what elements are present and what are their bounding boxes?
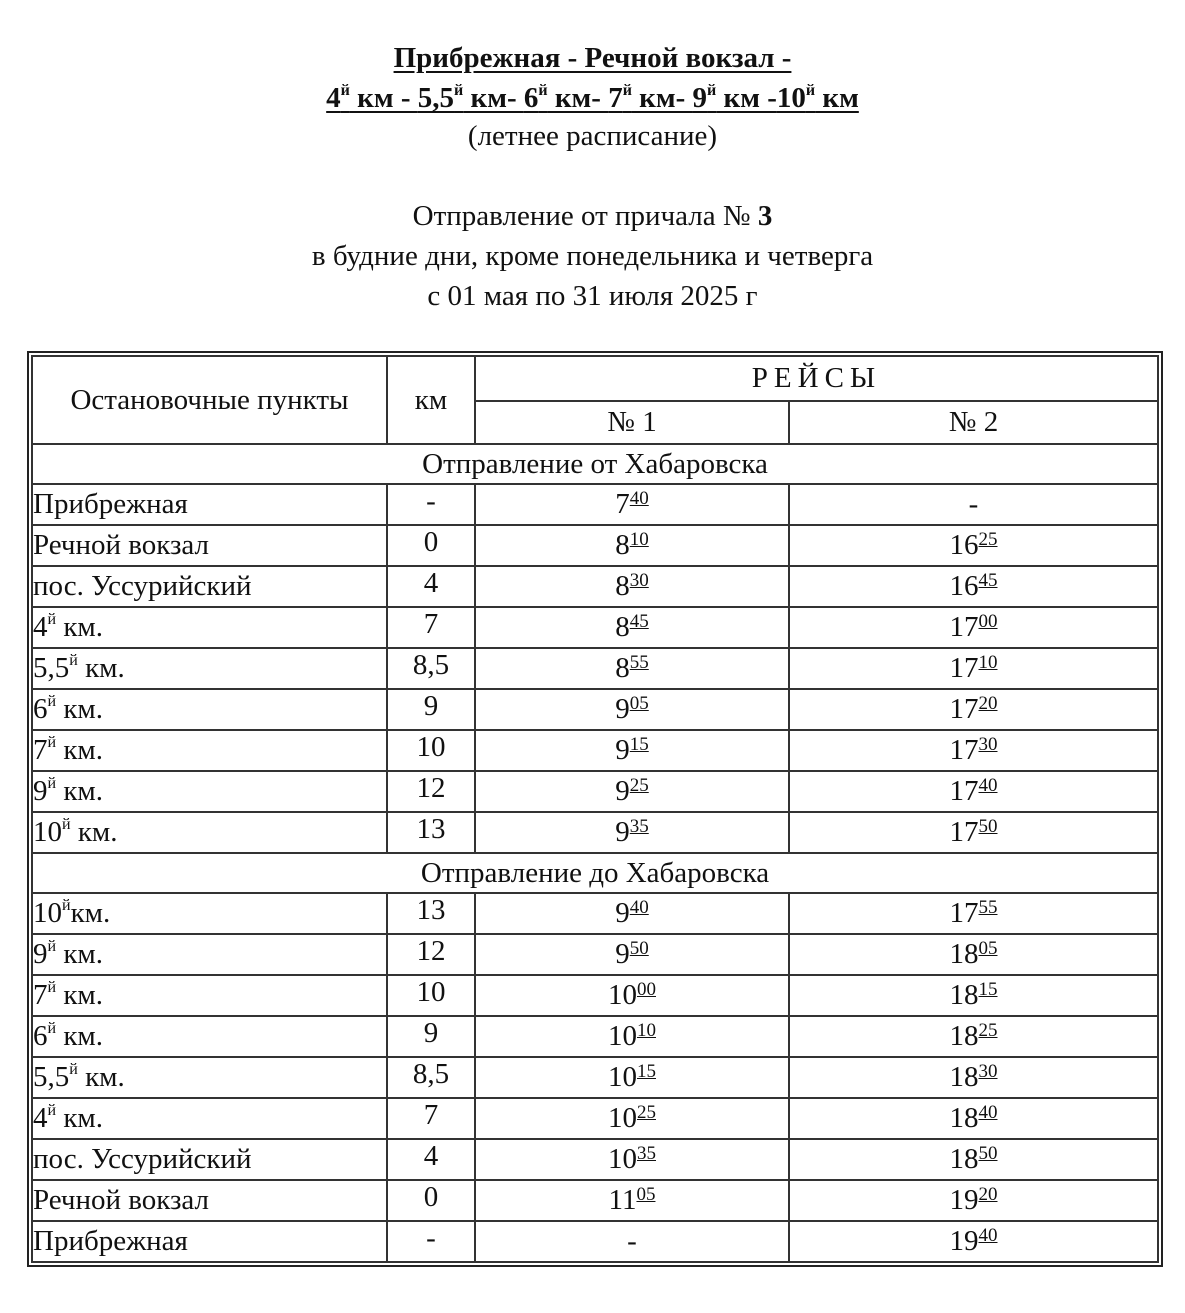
ordinal-suffix: й	[62, 897, 71, 914]
ordinal-suffix: й	[805, 82, 816, 99]
time-hours: 17	[949, 775, 979, 807]
time-minutes: 05	[629, 693, 649, 714]
table-row	[32, 975, 1158, 1016]
time-minutes: 35	[629, 816, 649, 837]
departure-pier: Отправление от причала № 3	[412, 200, 773, 232]
time-minutes: 45	[629, 611, 649, 632]
ordinal-suffix: й	[69, 652, 78, 669]
time-minutes: 15	[978, 979, 998, 1000]
column-header-km: км	[387, 356, 475, 444]
ordinal-suffix: й	[47, 775, 57, 792]
time-minutes: 10	[637, 1020, 656, 1041]
departure-time	[475, 812, 789, 853]
pier-number: 3	[757, 200, 773, 232]
departure-time	[475, 689, 789, 730]
stop-km: -	[387, 484, 475, 525]
season-label: (летнее расписание)	[467, 120, 718, 152]
table-row	[32, 934, 1158, 975]
stop-name: $6^й$ км.	[32, 1016, 387, 1057]
ordinal-suffix: й	[47, 1102, 57, 1119]
time-hours: 17	[949, 734, 979, 766]
stop-km: 4	[387, 566, 475, 607]
time-hours: 8	[615, 529, 630, 561]
time-minutes: 30	[629, 570, 649, 591]
departure-time	[789, 1016, 1158, 1057]
ordinal-suffix: й	[62, 816, 71, 833]
departure-time	[475, 566, 789, 607]
time-minutes: 45	[978, 570, 998, 591]
stop-km: 9	[387, 1016, 475, 1057]
time-hours: 9	[615, 693, 630, 725]
stop-km: 13	[387, 812, 475, 853]
schedule-table	[31, 355, 1159, 1263]
route-title-line2: $4^й$ км - $5,5^й$ км- $6^й$ км- $7^й$ км- $9^й$ км $-10^й$ км	[326, 82, 859, 114]
table-row	[32, 525, 1158, 566]
stop-name: $10^йкм$.	[32, 893, 387, 934]
time-hours: 18	[949, 979, 979, 1011]
column-header-stops: Остановочные пункты	[32, 356, 387, 444]
stop-km: 12	[387, 934, 475, 975]
time-minutes: 25	[978, 529, 998, 550]
route-title-line1: Прибрежная - Речной вокзал -	[393, 42, 792, 74]
time-minutes: 40	[978, 775, 998, 796]
table-row	[32, 893, 1158, 934]
departure-time	[789, 525, 1158, 566]
departure-time	[789, 1057, 1158, 1098]
schedule-body	[32, 444, 1158, 1262]
time-minutes: 25	[637, 1102, 656, 1123]
time-hours: 8	[615, 570, 630, 602]
departure-time	[475, 1057, 789, 1098]
time-hours: 9	[615, 938, 630, 970]
time-minutes: 15	[629, 734, 649, 755]
time-hours: 18	[949, 1143, 979, 1175]
stop-km: 8,5	[387, 648, 475, 689]
stop-name: $10^й$ км.	[32, 812, 387, 853]
departure-time	[475, 934, 789, 975]
time-minutes: 40	[978, 1225, 998, 1246]
departure-time	[475, 484, 789, 525]
departure-time	[789, 1139, 1158, 1180]
departure-time	[475, 525, 789, 566]
departure-time: -	[789, 484, 1158, 525]
table-row	[32, 812, 1158, 853]
time-minutes: 55	[978, 897, 998, 918]
time-minutes: 50	[978, 816, 998, 837]
departure-time	[475, 893, 789, 934]
stop-name: $5,5^й$ км.	[32, 1057, 387, 1098]
time-minutes: 40	[629, 897, 649, 918]
stop-name: $9^й$ км.	[32, 934, 387, 975]
time-minutes: 50	[629, 938, 649, 959]
stop-km: 4	[387, 1139, 475, 1180]
ordinal-suffix: й	[47, 734, 57, 751]
stop-km: 9	[387, 689, 475, 730]
time-hours: 9	[615, 897, 630, 929]
departure-time	[789, 607, 1158, 648]
ordinal-suffix: й	[47, 979, 57, 996]
table-row	[32, 484, 1158, 525]
departure-time	[475, 1016, 789, 1057]
time-hours: 16	[949, 570, 979, 602]
time-hours: 19	[949, 1184, 979, 1216]
departure-time: -	[475, 1221, 789, 1262]
time-minutes: 00	[978, 611, 998, 632]
departure-time	[789, 566, 1158, 607]
time-hours: 9	[615, 734, 630, 766]
stop-name: Речной вокзал	[32, 1180, 387, 1221]
time-hours: 17	[949, 816, 979, 848]
time-minutes: 10	[629, 529, 649, 550]
section-title: Отправление до Хабаровска	[32, 853, 1158, 893]
stop-name: $5,5^й$ км.	[32, 648, 387, 689]
time-hours: 10	[608, 1102, 637, 1134]
ordinal-suffix: й	[47, 1020, 57, 1037]
time-hours: 17	[949, 693, 979, 725]
time-minutes: 20	[978, 693, 998, 714]
time-hours: 10	[608, 1061, 637, 1093]
stop-km: 7	[387, 1098, 475, 1139]
departure-time	[789, 1098, 1158, 1139]
table-row	[32, 648, 1158, 689]
ordinal-suffix: й	[47, 611, 57, 628]
departure-time	[789, 812, 1158, 853]
ordinal-suffix: й	[622, 82, 632, 99]
departure-time	[475, 1139, 789, 1180]
time-hours: 18	[949, 1061, 979, 1093]
stop-name: пос. Уссурийский	[32, 566, 387, 607]
table-row	[32, 607, 1158, 648]
time-hours: 9	[615, 775, 630, 807]
time-minutes: 25	[629, 775, 649, 796]
ordinal-suffix: й	[454, 82, 464, 99]
section-title: Отправление от Хабаровска	[32, 444, 1158, 484]
stop-name: $4^й$ км.	[32, 607, 387, 648]
table-row	[32, 1057, 1158, 1098]
time-hours: 18	[949, 1102, 979, 1134]
time-hours: 18	[949, 938, 979, 970]
departure-time	[475, 771, 789, 812]
time-minutes: 35	[637, 1143, 656, 1164]
stop-km: 13	[387, 893, 475, 934]
time-hours: 7	[615, 488, 630, 520]
ordinal-suffix: й	[707, 82, 717, 99]
stop-km: 10	[387, 730, 475, 771]
time-hours: 17	[949, 611, 979, 643]
time-hours: 19	[949, 1225, 979, 1257]
stop-name: пос. Уссурийский	[32, 1139, 387, 1180]
stop-name: $7^й$ км.	[32, 730, 387, 771]
table-row	[32, 1139, 1158, 1180]
column-header-trip-2: № 2	[789, 401, 1158, 445]
schedule-period: с 01 мая по 31 июля 2025 г	[427, 280, 758, 312]
time-hours: 18	[949, 1020, 979, 1052]
stop-km: 7	[387, 607, 475, 648]
column-header-trips: РЕЙСЫ	[475, 356, 1158, 401]
table-row	[32, 1180, 1158, 1221]
stop-km: -	[387, 1221, 475, 1262]
stop-name: $4^й$ км.	[32, 1098, 387, 1139]
time-hours: 10	[608, 979, 637, 1011]
stop-km: 12	[387, 771, 475, 812]
table-row	[32, 771, 1158, 812]
departure-time	[475, 1180, 789, 1221]
time-hours: 8	[615, 652, 630, 684]
table-row	[32, 1221, 1158, 1262]
time-minutes: 50	[978, 1143, 998, 1164]
time-hours: 17	[949, 652, 979, 684]
time-hours: 17	[949, 897, 979, 929]
ordinal-suffix: й	[538, 82, 548, 99]
departure-time	[475, 648, 789, 689]
departure-time	[789, 648, 1158, 689]
departure-time	[789, 771, 1158, 812]
departure-time	[789, 934, 1158, 975]
time-minutes: 55	[629, 652, 649, 673]
ordinal-suffix: й	[47, 938, 57, 955]
departure-time	[475, 975, 789, 1016]
table-row	[32, 566, 1158, 607]
time-hours: 11	[608, 1184, 637, 1216]
time-minutes: 25	[978, 1020, 998, 1041]
time-hours: 16	[949, 529, 979, 561]
time-hours: 10	[608, 1020, 637, 1052]
time-minutes: 30	[978, 1061, 998, 1082]
stop-name: Прибрежная	[32, 484, 387, 525]
time-minutes: 05	[636, 1184, 656, 1205]
time-hours: 10	[608, 1143, 637, 1175]
table-row	[32, 689, 1158, 730]
time-minutes: 20	[978, 1184, 998, 1205]
ordinal-suffix: й	[69, 1061, 78, 1078]
time-minutes: 10	[978, 652, 998, 673]
time-minutes: 05	[978, 938, 998, 959]
table-row	[32, 1016, 1158, 1057]
departure-time	[789, 975, 1158, 1016]
departure-time	[789, 730, 1158, 771]
ordinal-suffix: й	[47, 693, 57, 710]
departure-time	[789, 1221, 1158, 1262]
table-row	[32, 1098, 1158, 1139]
stop-name: Прибрежная	[32, 1221, 387, 1262]
departure-time	[789, 689, 1158, 730]
time-minutes: 40	[978, 1102, 998, 1123]
stop-name: Речной вокзал	[32, 525, 387, 566]
time-minutes: 15	[637, 1061, 656, 1082]
departure-time	[789, 1180, 1158, 1221]
ordinal-suffix: й	[340, 82, 350, 99]
time-minutes: 30	[978, 734, 998, 755]
stop-km: 0	[387, 1180, 475, 1221]
section-row	[32, 853, 1158, 893]
column-header-trip-1: № 1	[475, 401, 789, 445]
time-hours: 8	[615, 611, 630, 643]
stop-name: $6^й$ км.	[32, 689, 387, 730]
stop-km: 0	[387, 525, 475, 566]
stop-name: $9^й$ км.	[32, 771, 387, 812]
time-minutes: 40	[629, 488, 649, 509]
departure-time	[475, 1098, 789, 1139]
section-row	[32, 444, 1158, 484]
operating-days: в будние дни, кроме понедельника и четверга	[311, 240, 874, 272]
stop-name: $7^й$ км.	[32, 975, 387, 1016]
table-row	[32, 730, 1158, 771]
departure-time	[475, 730, 789, 771]
time-hours: 9	[615, 816, 630, 848]
departure-time	[789, 893, 1158, 934]
stop-km: 8,5	[387, 1057, 475, 1098]
stop-km: 10	[387, 975, 475, 1016]
time-minutes: 00	[637, 979, 656, 1000]
departure-time	[475, 607, 789, 648]
